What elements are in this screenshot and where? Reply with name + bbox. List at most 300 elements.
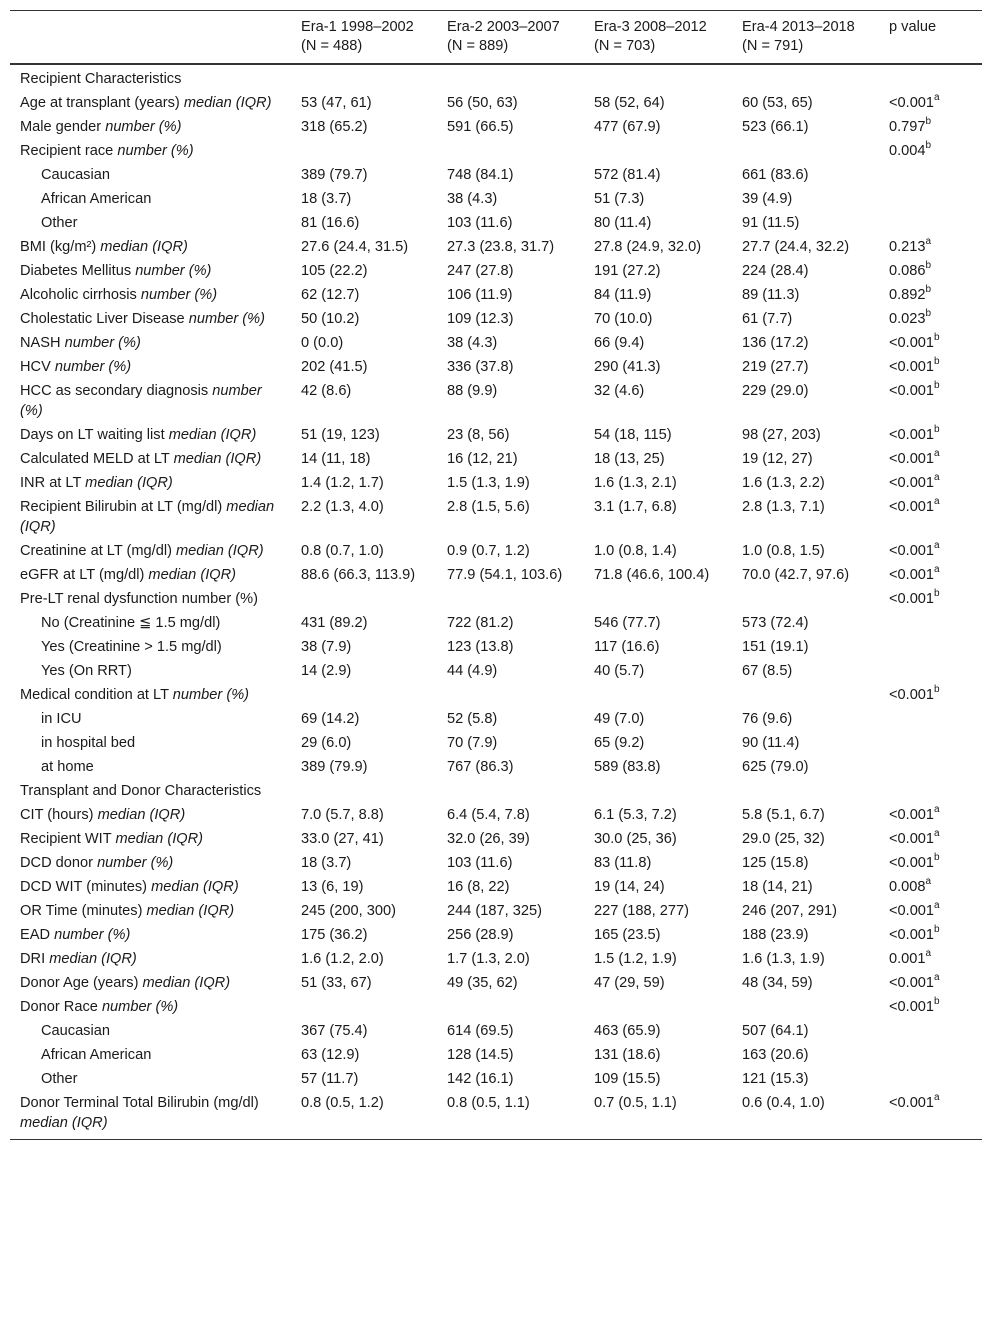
row-label: DCD WIT (minutes) bbox=[20, 879, 148, 895]
row-label-cell bbox=[10, 731, 291, 755]
row-label-cell bbox=[10, 755, 291, 779]
value-cell-era-3: 65 (9.2) bbox=[594, 735, 645, 751]
row-label-cell bbox=[10, 355, 291, 379]
value-cell-era-2: 103 (11.6) bbox=[447, 855, 513, 871]
value-cell-era-4: 573 (72.4) bbox=[742, 615, 809, 631]
value-cell-era-1: 14 (11, 18) bbox=[301, 451, 371, 467]
value-cell-era-2: 70 (7.9) bbox=[447, 735, 498, 751]
p-value-cell bbox=[879, 683, 982, 707]
value-cell-era-1: 105 (22.2) bbox=[301, 263, 368, 279]
value-cell-era-1: 1.6 (1.2, 2.0) bbox=[301, 951, 384, 967]
row-qualifier: number (%) bbox=[105, 119, 182, 135]
value-cell-era-2: 103 (11.6) bbox=[447, 215, 513, 231]
value-cell-era-4 bbox=[732, 779, 879, 803]
value-cell-era-2: 123 (13.8) bbox=[447, 639, 514, 655]
row-label: in ICU bbox=[41, 711, 82, 727]
row-label: Diabetes Mellitus bbox=[20, 263, 132, 279]
row-qualifier: number (%) bbox=[54, 359, 132, 375]
p-value-cell bbox=[879, 995, 982, 1019]
p-value: <0.001 bbox=[889, 1095, 935, 1111]
value-cell-era-1 bbox=[291, 139, 437, 163]
p-value-footnote-mark: a bbox=[925, 236, 932, 248]
table-row bbox=[10, 211, 982, 235]
p-value: 0.023 bbox=[889, 311, 926, 327]
row-qualifier: median (IQR) bbox=[151, 879, 239, 895]
value-cell-era-4: 1.6 (1.3, 1.9) bbox=[742, 951, 825, 967]
row-qualifier: number (%) bbox=[172, 687, 250, 703]
p-value: <0.001 bbox=[889, 95, 935, 111]
p-value: <0.001 bbox=[889, 359, 935, 375]
row-qualifier: number (%) bbox=[64, 335, 141, 351]
row-label-cell bbox=[10, 423, 291, 447]
row-label: in hospital bed bbox=[41, 735, 136, 751]
characteristics-table bbox=[10, 10, 982, 1140]
p-value: <0.001 bbox=[889, 927, 935, 943]
p-value-footnote-mark: b bbox=[934, 380, 940, 392]
value-cell-era-3 bbox=[584, 995, 732, 1019]
p-value-cell bbox=[879, 163, 982, 187]
value-cell-era-3 bbox=[584, 139, 732, 163]
value-cell-era-2: 38 (4.3) bbox=[447, 335, 498, 351]
row-qualifier: number (%) bbox=[97, 855, 174, 871]
p-value-cell bbox=[879, 875, 982, 899]
row-label-cell bbox=[10, 235, 291, 259]
table-row bbox=[10, 1091, 982, 1140]
value-cell-era-3: 51 (7.3) bbox=[594, 191, 645, 207]
table-row bbox=[10, 923, 982, 947]
value-cell-era-2: 77.9 (54.1, 103.6) bbox=[447, 567, 563, 583]
value-cell-era-1: 42 (8.6) bbox=[301, 383, 352, 399]
value-cell-era-3: 546 (77.7) bbox=[594, 615, 661, 631]
value-cell-era-3 bbox=[584, 587, 732, 611]
value-cell-era-2: 1.7 (1.3, 2.0) bbox=[447, 951, 530, 967]
value-cell-era-1: 431 (89.2) bbox=[301, 615, 368, 631]
value-cell-era-3: 589 (83.8) bbox=[594, 759, 661, 775]
value-cell-era-1: 57 (11.7) bbox=[301, 1071, 359, 1087]
p-value-footnote-mark: a bbox=[934, 564, 940, 576]
p-value: <0.001 bbox=[889, 499, 935, 515]
row-qualifier: median (IQR) bbox=[173, 451, 262, 467]
row-label-cell bbox=[10, 587, 291, 611]
row-label: Alcoholic cirrhosis bbox=[20, 287, 137, 303]
table-header bbox=[10, 11, 982, 65]
row-label-cell bbox=[10, 827, 291, 851]
value-cell-era-1: 13 (6, 19) bbox=[301, 879, 364, 895]
row-label-cell bbox=[10, 1019, 291, 1043]
p-value: 0.001 bbox=[889, 951, 926, 967]
value-cell-era-1 bbox=[291, 995, 437, 1019]
table-row bbox=[10, 1067, 982, 1091]
row-qualifier: median (IQR) bbox=[100, 239, 188, 255]
row-label-cell bbox=[10, 779, 291, 803]
row-label-cell bbox=[10, 495, 291, 539]
value-cell-era-2: 56 (50, 63) bbox=[447, 95, 518, 111]
value-cell-era-4: 125 (15.8) bbox=[742, 855, 809, 871]
value-cell-era-4: 90 (11.4) bbox=[742, 735, 800, 751]
value-cell-era-4: 229 (29.0) bbox=[742, 383, 809, 399]
row-label-cell bbox=[10, 683, 291, 707]
p-value: <0.001 bbox=[889, 335, 935, 351]
p-value-cell bbox=[879, 1091, 982, 1140]
row-label: at home bbox=[41, 759, 94, 775]
value-cell-era-4: 507 (64.1) bbox=[742, 1023, 809, 1039]
p-value: 0.004 bbox=[889, 143, 926, 159]
p-value: <0.001 bbox=[889, 567, 935, 583]
value-cell-era-2: 52 (5.8) bbox=[447, 711, 498, 727]
table-row bbox=[10, 587, 982, 611]
p-value-cell bbox=[879, 947, 982, 971]
p-value-footnote-mark: b bbox=[925, 116, 932, 128]
table-row bbox=[10, 307, 982, 331]
row-label-cell bbox=[10, 803, 291, 827]
value-cell-era-2: 88 (9.9) bbox=[447, 383, 498, 399]
value-cell-era-3: 80 (11.4) bbox=[594, 215, 652, 231]
value-cell-era-2: 38 (4.3) bbox=[447, 191, 498, 207]
p-value-footnote-mark: b bbox=[925, 284, 932, 296]
value-cell-era-4: 91 (11.5) bbox=[742, 215, 800, 231]
p-value-footnote-mark: a bbox=[934, 540, 940, 552]
table-container bbox=[10, 10, 982, 1140]
p-value-footnote-mark: b bbox=[925, 260, 932, 272]
row-qualifier: number (%) bbox=[135, 263, 212, 279]
value-cell-era-3: 572 (81.4) bbox=[594, 167, 661, 183]
value-cell-era-3: 40 (5.7) bbox=[594, 663, 645, 679]
p-value-cell bbox=[879, 139, 982, 163]
header-cell-era-1: Era-1 1998–2002 (N = 488) bbox=[291, 11, 437, 65]
p-value-cell bbox=[879, 1019, 982, 1043]
p-value-cell bbox=[879, 91, 982, 115]
value-cell-era-1: 38 (7.9) bbox=[301, 639, 352, 655]
value-cell-era-4 bbox=[732, 995, 879, 1019]
table-row bbox=[10, 471, 982, 495]
p-value-cell bbox=[879, 447, 982, 471]
row-label-cell bbox=[10, 471, 291, 495]
table-row bbox=[10, 235, 982, 259]
row-label-cell bbox=[10, 995, 291, 1019]
table-row bbox=[10, 331, 982, 355]
p-value-cell bbox=[879, 1067, 982, 1091]
value-cell-era-4: 1.6 (1.3, 2.2) bbox=[742, 475, 825, 491]
value-cell-era-3 bbox=[584, 64, 732, 91]
value-cell-era-3: 84 (11.9) bbox=[594, 287, 652, 303]
row-label: HCC as secondary diagnosis bbox=[20, 383, 209, 399]
value-cell-era-1 bbox=[291, 779, 437, 803]
p-value-footnote-mark: b bbox=[934, 356, 940, 368]
value-cell-era-4: 246 (207, 291) bbox=[742, 903, 837, 919]
header-cell-era-3: Era-3 2008–2012 (N = 703) bbox=[584, 11, 732, 65]
p-value-footnote-mark: a bbox=[934, 804, 940, 816]
value-cell-era-2: 1.5 (1.3, 1.9) bbox=[447, 475, 530, 491]
p-value: <0.001 bbox=[889, 975, 935, 991]
table-row bbox=[10, 731, 982, 755]
row-label: Yes (Creatinine > 1.5 mg/dl) bbox=[41, 639, 222, 655]
table-row bbox=[10, 495, 982, 539]
row-qualifier: median (IQR) bbox=[168, 427, 257, 443]
value-cell-era-1: 1.4 (1.2, 1.7) bbox=[301, 475, 384, 491]
row-label: BMI (kg/m²) bbox=[20, 239, 97, 255]
table-row bbox=[10, 423, 982, 447]
row-label: Yes (On RRT) bbox=[41, 663, 132, 679]
row-qualifier: median (IQR) bbox=[85, 475, 173, 491]
value-cell-era-3: 165 (23.5) bbox=[594, 927, 661, 943]
row-label: No (Creatinine ≦ 1.5 mg/dl) bbox=[41, 615, 221, 631]
row-label-cell bbox=[10, 331, 291, 355]
value-cell-era-4: 76 (9.6) bbox=[742, 711, 793, 727]
header-cell-label bbox=[10, 11, 291, 65]
value-cell-era-3: 30.0 (25, 36) bbox=[594, 831, 677, 847]
value-cell-era-4: 70.0 (42.7, 97.6) bbox=[742, 567, 850, 583]
p-value-cell bbox=[879, 923, 982, 947]
value-cell-era-1: 63 (12.9) bbox=[301, 1047, 360, 1063]
p-value: <0.001 bbox=[889, 855, 935, 871]
p-value-footnote-mark: a bbox=[934, 1092, 940, 1104]
value-cell-era-3: 49 (7.0) bbox=[594, 711, 645, 727]
row-label-cell bbox=[10, 379, 291, 423]
p-value-cell bbox=[879, 471, 982, 495]
row-label-cell bbox=[10, 563, 291, 587]
row-label: Creatinine at LT (mg/dl) bbox=[20, 543, 172, 559]
row-label-cell bbox=[10, 635, 291, 659]
p-value: 0.213 bbox=[889, 239, 926, 255]
row-label: Transplant and Donor Characteristics bbox=[20, 783, 262, 799]
value-cell-era-1: 14 (2.9) bbox=[301, 663, 352, 679]
row-qualifier: median (IQR) bbox=[115, 831, 204, 847]
table-row bbox=[10, 635, 982, 659]
value-cell-era-1: 51 (33, 67) bbox=[301, 975, 372, 991]
p-value-cell bbox=[879, 587, 982, 611]
value-cell-era-1: 175 (36.2) bbox=[301, 927, 368, 943]
value-cell-era-1: 2.2 (1.3, 4.0) bbox=[301, 499, 384, 515]
value-cell-era-1: 88.6 (66.3, 113.9) bbox=[301, 567, 416, 583]
value-cell-era-1: 27.6 (24.4, 31.5) bbox=[301, 239, 409, 255]
row-qualifier: median (IQR) bbox=[146, 903, 235, 919]
table-row bbox=[10, 875, 982, 899]
p-value-footnote-mark: b bbox=[934, 996, 940, 1008]
value-cell-era-4: 19 (12, 27) bbox=[742, 451, 813, 467]
table-row bbox=[10, 995, 982, 1019]
value-cell-era-2: 767 (86.3) bbox=[447, 759, 514, 775]
row-label-cell bbox=[10, 259, 291, 283]
table-row bbox=[10, 755, 982, 779]
value-cell-era-4: 60 (53, 65) bbox=[742, 95, 813, 111]
p-value-cell bbox=[879, 659, 982, 683]
table-row bbox=[10, 91, 982, 115]
row-qualifier: number (%) bbox=[188, 311, 265, 327]
p-value-cell bbox=[879, 635, 982, 659]
value-cell-era-3: 3.1 (1.7, 6.8) bbox=[594, 499, 677, 515]
p-value-cell bbox=[879, 611, 982, 635]
p-value-cell bbox=[879, 259, 982, 283]
p-value-footnote-mark: b bbox=[934, 684, 940, 696]
value-cell-era-4: 1.0 (0.8, 1.5) bbox=[742, 543, 825, 559]
row-label-cell bbox=[10, 163, 291, 187]
row-label-cell bbox=[10, 899, 291, 923]
row-qualifier: median (IQR) bbox=[148, 567, 237, 583]
p-value-footnote-mark: b bbox=[925, 308, 932, 320]
table-row bbox=[10, 779, 982, 803]
value-cell-era-4 bbox=[732, 683, 879, 707]
table-row bbox=[10, 827, 982, 851]
value-cell-era-2: 2.8 (1.5, 5.6) bbox=[447, 499, 530, 515]
p-value: <0.001 bbox=[889, 427, 935, 443]
p-value-cell bbox=[879, 827, 982, 851]
value-cell-era-2: 49 (35, 62) bbox=[447, 975, 518, 991]
value-cell-era-1: 0.8 (0.5, 1.2) bbox=[291, 1091, 437, 1140]
value-cell-era-2 bbox=[437, 64, 584, 91]
value-cell-era-3: 58 (52, 64) bbox=[594, 95, 665, 111]
row-label-cell bbox=[10, 64, 291, 91]
p-value-cell bbox=[879, 423, 982, 447]
p-value: <0.001 bbox=[889, 903, 935, 919]
row-label-cell bbox=[10, 447, 291, 471]
row-label: Other bbox=[41, 1071, 78, 1087]
table-row bbox=[10, 971, 982, 995]
table-row bbox=[10, 1043, 982, 1067]
table-row bbox=[10, 899, 982, 923]
value-cell-era-1: 318 (65.2) bbox=[301, 119, 368, 135]
row-qualifier: median (IQR) bbox=[20, 499, 275, 535]
table-row bbox=[10, 707, 982, 731]
value-cell-era-4: 61 (7.7) bbox=[742, 311, 793, 327]
value-cell-era-1: 69 (14.2) bbox=[301, 711, 360, 727]
p-value-cell bbox=[879, 899, 982, 923]
value-cell-era-1: 0.8 (0.7, 1.0) bbox=[301, 543, 384, 559]
value-cell-era-4: 136 (17.2) bbox=[742, 335, 809, 351]
value-cell-era-3: 191 (27.2) bbox=[594, 263, 661, 279]
header-row bbox=[10, 11, 982, 65]
table-row bbox=[10, 283, 982, 307]
value-cell-era-4: 27.7 (24.4, 32.2) bbox=[742, 239, 850, 255]
p-value-cell bbox=[879, 495, 982, 539]
row-label: OR Time (minutes) bbox=[20, 903, 143, 919]
value-cell-era-1: 29 (6.0) bbox=[301, 735, 352, 751]
value-cell-era-1: 18 (3.7) bbox=[301, 191, 352, 207]
value-cell-era-1: 202 (41.5) bbox=[301, 359, 368, 375]
value-cell-era-4: 2.8 (1.3, 7.1) bbox=[742, 499, 825, 515]
p-value: 0.892 bbox=[889, 287, 926, 303]
value-cell-era-4: 224 (28.4) bbox=[742, 263, 809, 279]
row-label: Caucasian bbox=[41, 167, 110, 183]
p-value: 0.008 bbox=[889, 879, 926, 895]
table-row bbox=[10, 851, 982, 875]
value-cell-era-2 bbox=[437, 995, 584, 1019]
row-label-cell bbox=[10, 539, 291, 563]
value-cell-era-4: 89 (11.3) bbox=[742, 287, 800, 303]
value-cell-era-3: 18 (13, 25) bbox=[594, 451, 665, 467]
row-label: DCD donor bbox=[20, 855, 93, 871]
value-cell-era-4: 48 (34, 59) bbox=[742, 975, 813, 991]
value-cell-era-2: 142 (16.1) bbox=[447, 1071, 514, 1087]
value-cell-era-2: 244 (187, 325) bbox=[447, 903, 542, 919]
value-cell-era-2 bbox=[437, 139, 584, 163]
p-value: <0.001 bbox=[889, 999, 935, 1015]
row-qualifier: number (%) bbox=[140, 287, 218, 303]
value-cell-era-4: 29.0 (25, 32) bbox=[742, 831, 825, 847]
value-cell-era-1: 389 (79.9) bbox=[301, 759, 368, 775]
table-row bbox=[10, 539, 982, 563]
row-label-cell bbox=[10, 115, 291, 139]
p-value: <0.001 bbox=[889, 475, 935, 491]
p-value: <0.001 bbox=[889, 831, 935, 847]
value-cell-era-3 bbox=[584, 683, 732, 707]
value-cell-era-4: 661 (83.6) bbox=[742, 167, 809, 183]
p-value-cell bbox=[879, 971, 982, 995]
value-cell-era-4: 163 (20.6) bbox=[742, 1047, 809, 1063]
row-label: African American bbox=[41, 191, 152, 207]
value-cell-era-3: 290 (41.3) bbox=[594, 359, 661, 375]
row-label-cell bbox=[10, 947, 291, 971]
row-qualifier: number (%) bbox=[20, 383, 262, 419]
p-value-footnote-mark: b bbox=[934, 852, 940, 864]
value-cell-era-2: 614 (69.5) bbox=[447, 1023, 514, 1039]
p-value-cell bbox=[879, 331, 982, 355]
p-value: 0.797 bbox=[889, 119, 926, 135]
p-value-cell bbox=[879, 539, 982, 563]
value-cell-era-3: 463 (65.9) bbox=[594, 1023, 661, 1039]
value-cell-era-3: 71.8 (46.6, 100.4) bbox=[594, 567, 710, 583]
value-cell-era-3: 109 (15.5) bbox=[594, 1071, 661, 1087]
row-label: Caucasian bbox=[41, 1023, 110, 1039]
row-label-cell bbox=[10, 1067, 291, 1091]
row-label-cell bbox=[10, 187, 291, 211]
p-value-footnote-mark: a bbox=[934, 972, 940, 984]
row-label: Days on LT waiting list bbox=[20, 427, 165, 443]
row-label: Male gender bbox=[20, 119, 102, 135]
table-row bbox=[10, 259, 982, 283]
p-value-cell bbox=[879, 755, 982, 779]
value-cell-era-2: 23 (8, 56) bbox=[447, 427, 510, 443]
value-cell-era-1: 0 (0.0) bbox=[301, 335, 344, 351]
p-value-footnote-mark: a bbox=[934, 828, 940, 840]
value-cell-era-3: 227 (188, 277) bbox=[594, 903, 689, 919]
value-cell-era-1 bbox=[291, 64, 437, 91]
table-row bbox=[10, 447, 982, 471]
value-cell-era-1: 81 (16.6) bbox=[301, 215, 360, 231]
table-row bbox=[10, 947, 982, 971]
p-value-cell bbox=[879, 235, 982, 259]
value-cell-era-4 bbox=[732, 587, 879, 611]
row-label-cell bbox=[10, 851, 291, 875]
row-label-cell bbox=[10, 971, 291, 995]
table-row bbox=[10, 139, 982, 163]
p-value-footnote-mark: b bbox=[934, 924, 940, 936]
value-cell-era-4 bbox=[732, 139, 879, 163]
value-cell-era-2: 27.3 (23.8, 31.7) bbox=[447, 239, 555, 255]
p-value-cell bbox=[879, 563, 982, 587]
row-label: eGFR at LT (mg/dl) bbox=[20, 567, 145, 583]
p-value-cell bbox=[879, 64, 982, 91]
value-cell-era-3: 1.0 (0.8, 1.4) bbox=[594, 543, 677, 559]
row-label: CIT (hours) bbox=[20, 807, 94, 823]
value-cell-era-4: 523 (66.1) bbox=[742, 119, 809, 135]
value-cell-era-4: 188 (23.9) bbox=[742, 927, 809, 943]
row-label: Recipient Bilirubin at LT (mg/dl) bbox=[20, 499, 223, 515]
p-value-footnote-mark: a bbox=[934, 472, 940, 484]
value-cell-era-1: 62 (12.7) bbox=[301, 287, 360, 303]
value-cell-era-4: 0.6 (0.4, 1.0) bbox=[732, 1091, 879, 1140]
row-qualifier: median (IQR) bbox=[97, 807, 186, 823]
value-cell-era-3: 32 (4.6) bbox=[594, 383, 645, 399]
value-cell-era-3: 0.7 (0.5, 1.1) bbox=[584, 1091, 732, 1140]
value-cell-era-1: 50 (10.2) bbox=[301, 311, 360, 327]
row-label: DRI bbox=[20, 951, 46, 967]
row-label: Donor Terminal Total Bilirubin (mg/dl) bbox=[20, 1095, 259, 1111]
value-cell-era-2: 16 (8, 22) bbox=[447, 879, 510, 895]
value-cell-era-4: 219 (27.7) bbox=[742, 359, 809, 375]
p-value-cell bbox=[879, 1043, 982, 1067]
row-label-cell bbox=[10, 91, 291, 115]
table-row bbox=[10, 115, 982, 139]
